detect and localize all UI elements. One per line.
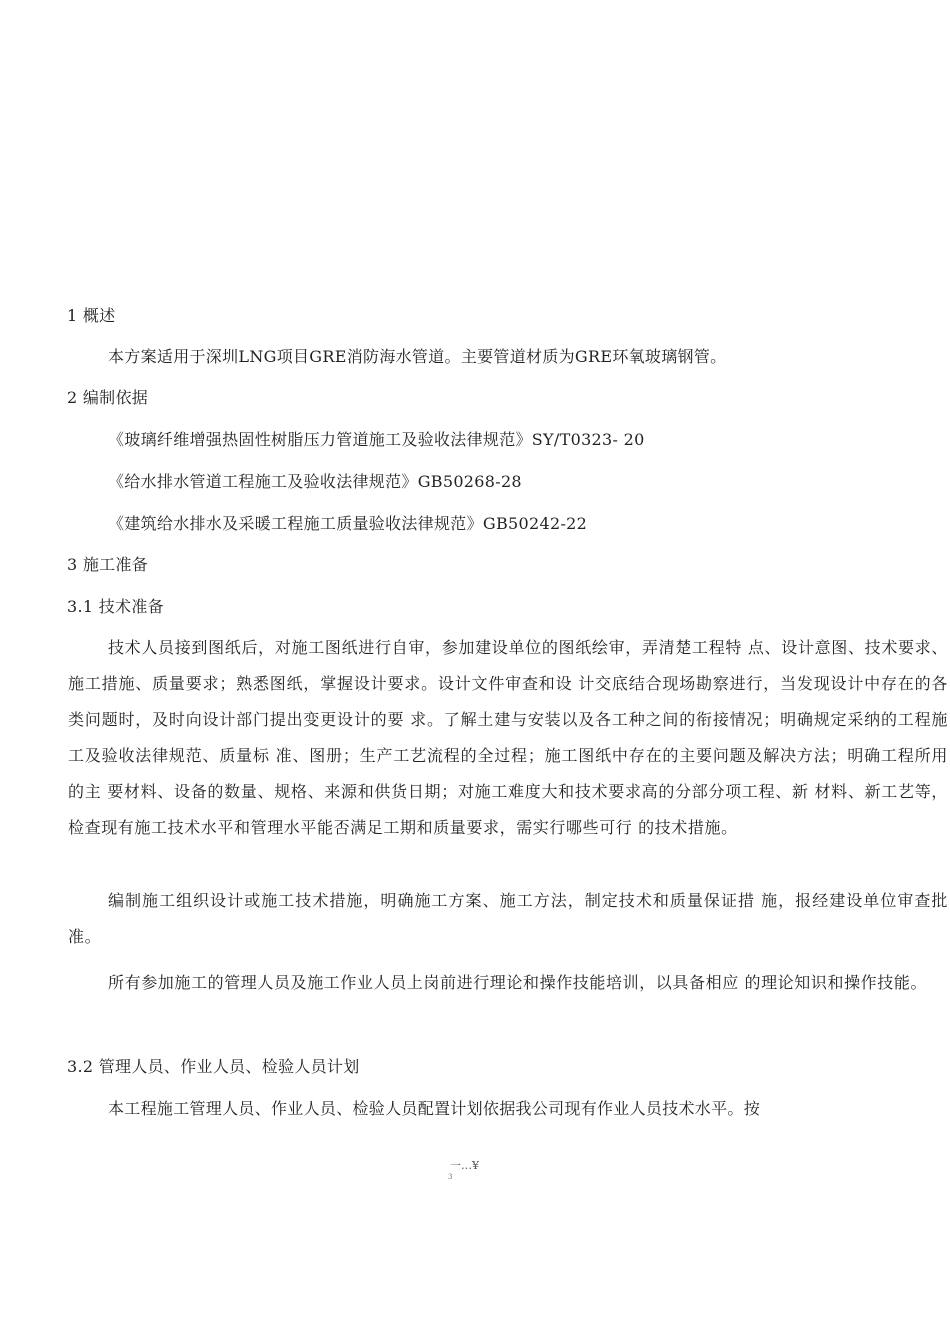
section-3-heading: 3 施工准备: [67, 555, 149, 574]
section-3-1-paragraph-2: 编制施工组织设计或施工技术措施，明确施工方案、施工方法，制定技术和质量保证措 施，报经建设单位审查批准。: [68, 891, 948, 946]
page-number: 3: [448, 1173, 453, 1181]
section-1-body: 本方案适用于深圳LNG项目GRE消防海水管道。主要管道材质为GRE环氧玻璃钢管。: [108, 347, 727, 366]
reference-item-1: 《玻璃纤维增强热固性树脂压力管道施工及验收法律规范》SY/T0323- 20: [108, 430, 645, 449]
section-2-heading: 2 编制依据: [67, 388, 149, 407]
section-1-heading: 1 概述: [67, 306, 116, 325]
section-3-1-paragraph-1: 技术人员接到图纸后，对施工图纸进行自审，参加建设单位的图纸绘审，弄清楚工程特 点、设计意图、技术要求、施工措施、质量要求；熟悉图纸，掌握设计要求。设计文件审查和设 计交底结合现场勘察进行，当发现设计中存在的各类问题时，及时向设计部门提出变更设计的要 求。了解土建与安装以及各工种之间的衔接情况；明确规定采纳的工程施工及验收法律规范、质量标 准、图册；生产工艺流程的全过程；施工图纸中存在的主要问题及解决方法；明确工程所用的主 要材料、设备的数量、规格、来源和供货日期；对施工难度大和技术要求高的分部分项工程、新 材料、新工艺等，检查现有施工技术水平和管理水平能否满足工期和质量要求，需实行哪些可行 的技术措施。: [68, 638, 948, 837]
section-3-1-paragraph-3: 所有参加施工的管理人员及施工作业人员上岗前进行理论和操作技能培训，以具备相应 的理论知识和操作技能。: [108, 973, 928, 992]
section-3-2-body: 本工程施工管理人员、作业人员、检验人员配置计划依据我公司现有作业人员技术水平。按: [108, 1099, 761, 1118]
section-3-2-heading: 3.2 管理人员、作业人员、检验人员计划: [67, 1057, 360, 1076]
reference-item-3: 《建筑给水排水及采暖工程施工质量验收法律规范》GB50242-22: [108, 514, 588, 533]
footer-mark: 一…¥: [450, 1159, 479, 1172]
section-3-1-heading: 3.1 技术准备: [67, 597, 164, 616]
reference-item-2: 《给水排水管道工程施工及验收法律规范》GB50268-28: [108, 472, 522, 491]
